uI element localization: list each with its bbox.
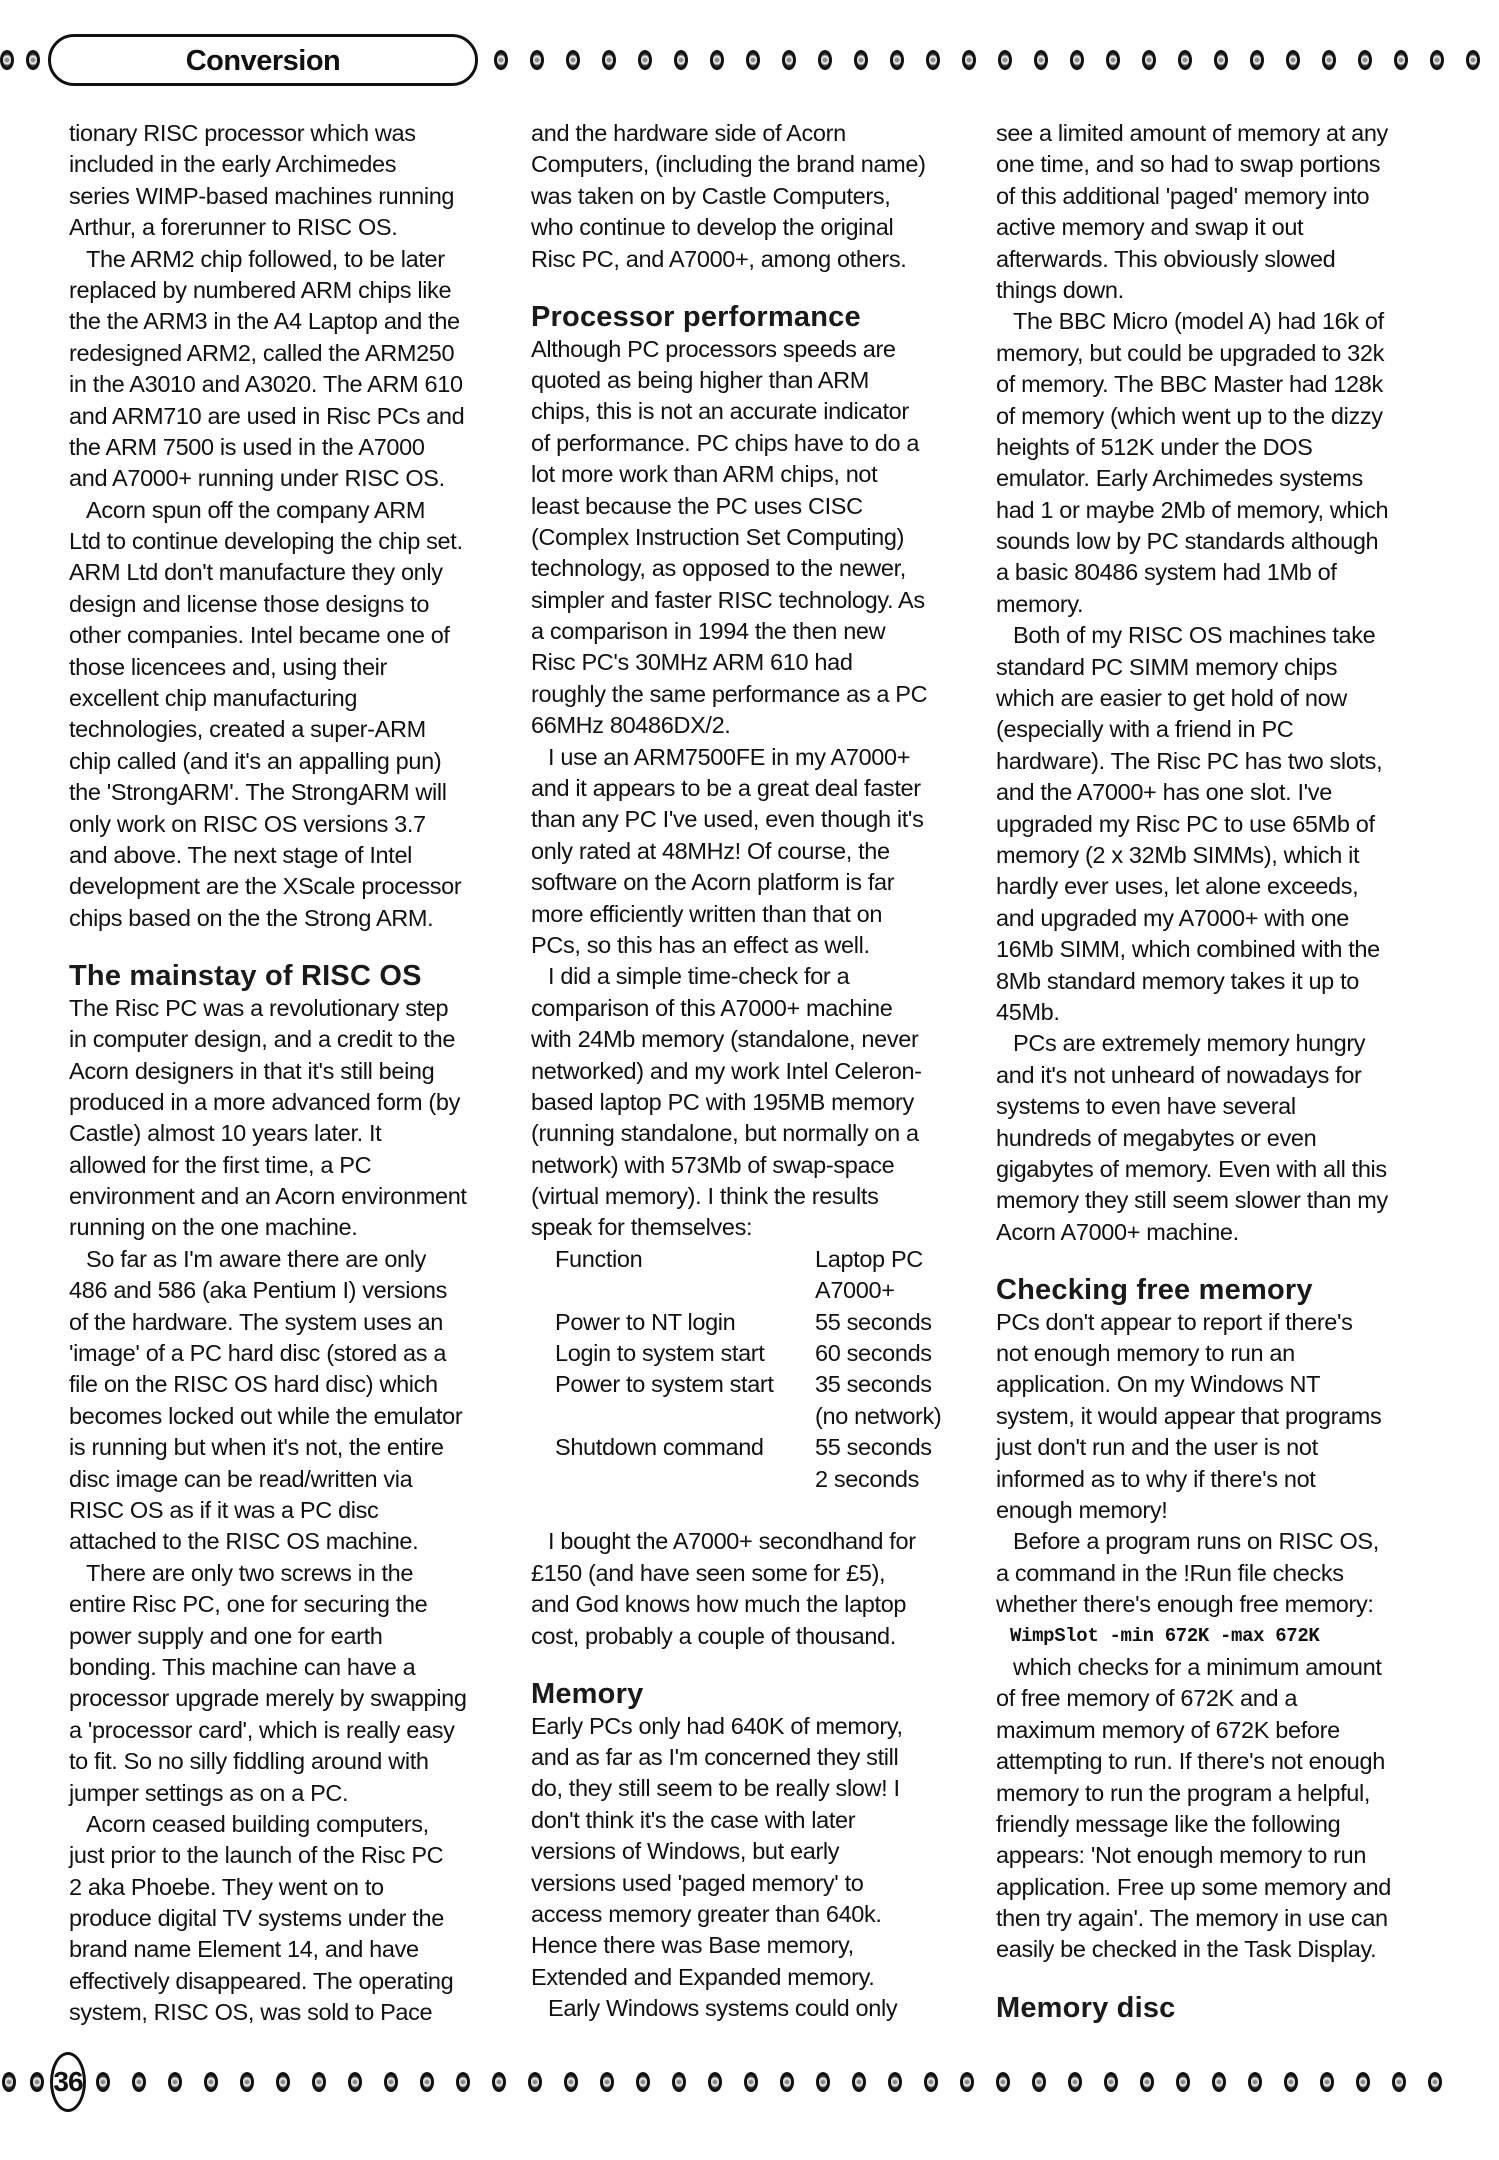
decorative-dot-icon [1392, 2072, 1406, 2092]
decorative-dot-icon [1430, 50, 1444, 70]
text-line: So far as I'm aware there are only [86, 1245, 427, 1272]
text-line: who continue to develop the original [531, 214, 894, 241]
text-line: and upgraded my A7000+ with one [996, 904, 1350, 931]
text-line: design and license those designs to [69, 590, 430, 617]
text-line: series WIMP-based machines running [69, 182, 455, 209]
text-line: don't think it's the case with later [531, 1806, 856, 1833]
paragraph [69, 1244, 509, 1558]
decorative-dot-icon [530, 50, 544, 70]
text-line: which are easier to get hold of now [996, 685, 1347, 712]
text-line: PCs are extremely memory hungry [1013, 1030, 1366, 1057]
table-cell-time: 55 seconds [815, 1434, 932, 1461]
header-dot-rule [494, 50, 1499, 70]
text-line: maximum memory of 672K before [996, 1716, 1340, 1743]
text-line: a comparison in 1994 the then new [531, 618, 886, 645]
text-line: network) with 573Mb of swap-space [531, 1151, 895, 1178]
decorative-dot-icon [1356, 2072, 1370, 2092]
decorative-dot-icon [168, 2072, 182, 2092]
text-line: attached to the RISC OS machine. [69, 1528, 419, 1555]
table-row [531, 1338, 971, 1369]
text-line: attempting to run. If there's not enough [996, 1748, 1385, 1775]
text-line: easily be checked in the Task Display. [996, 1936, 1377, 1963]
decorative-dot-icon [926, 50, 940, 70]
text-line: There are only two screws in the [86, 1559, 414, 1586]
text-line: replaced by numbered ARM chips like [69, 276, 452, 303]
text-line: Acorn A7000+ machine. [996, 1218, 1239, 1245]
text-line: of free memory of 672K and a [996, 1685, 1298, 1712]
text-line: included in the early Archimedes [69, 151, 397, 178]
decorative-dot-icon [780, 2072, 794, 2092]
text-line: Risc PC, and A7000+, among others. [531, 245, 907, 272]
text-line: systems to even have several [996, 1093, 1296, 1120]
section-heading: Processor performance [531, 300, 861, 333]
paragraph [996, 620, 1436, 1028]
table-cell-function: Login to system start [555, 1340, 765, 1367]
decorative-dot-icon [1428, 2072, 1442, 2092]
text-line: software on the Acorn platform is far [531, 869, 895, 896]
text-line: hardware). The Risc PC has two slots, [996, 747, 1383, 774]
decorative-dot-icon [1142, 50, 1156, 70]
text-line: Risc PC's 30MHz ARM 610 had [531, 649, 853, 676]
text-line: £150 (and have seen some for £5), [531, 1559, 886, 1586]
text-line: Acorn ceased building computers, [86, 1810, 429, 1837]
text-line: lot more work than ARM chips, not [531, 461, 878, 488]
text-line: (especially with a friend in PC [996, 716, 1294, 743]
paragraph [69, 118, 509, 244]
table-row [531, 1464, 971, 1495]
text-line: chips based on the the Strong ARM. [69, 904, 434, 931]
text-line: 8Mb standard memory takes it up to [996, 967, 1359, 994]
decorative-dot-icon [276, 2072, 290, 2092]
paragraph [996, 1652, 1436, 1966]
text-line: one time, and so had to swap portions [996, 151, 1381, 178]
paragraph [531, 1711, 971, 1994]
text-line: ARM Ltd don't manufacture they only [69, 559, 443, 586]
text-line: The Risc PC was a revolutionary step [69, 994, 449, 1021]
decorative-dot-icon [240, 2072, 254, 2092]
text-line: emulator. Early Archimedes systems [996, 465, 1363, 492]
code-line: WimpSlot -min 672K -max 672K [1010, 1624, 1320, 1647]
decorative-dot-icon [600, 2072, 614, 2092]
text-line: memory. [996, 590, 1084, 617]
text-line: application. On my Windows NT [996, 1371, 1321, 1398]
decorative-dot-icon [1248, 2072, 1262, 2092]
text-line: PCs don't appear to report if there's [996, 1308, 1353, 1335]
text-line: Castle) almost 10 years later. It [69, 1120, 382, 1147]
decorative-dot-icon [1176, 2072, 1190, 2092]
text-line: Early PCs only had 640K of memory, [531, 1712, 903, 1739]
text-line: Before a program runs on RISC OS, [1013, 1528, 1379, 1555]
text-line: a 'processor card', which is really easy [69, 1716, 455, 1743]
text-line: whether there's enough free memory: [996, 1591, 1374, 1618]
paragraph [996, 1526, 1436, 1620]
text-line: effectively disappeared. The operating [69, 1967, 454, 1994]
decorative-dot-icon [1070, 50, 1084, 70]
text-line: chips, this is not an accurate indicator [531, 398, 909, 425]
text-line: entire Risc PC, one for securing the [69, 1591, 428, 1618]
decorative-dot-icon [1286, 50, 1300, 70]
text-line: then try again'. The memory in use can [996, 1905, 1388, 1932]
table-cell-function: Power to system start [555, 1371, 774, 1398]
text-line: memory, but could be upgraded to 32k [996, 339, 1385, 366]
text-line: brand name Element 14, and have [69, 1936, 419, 1963]
decorative-dot-icon [1140, 2072, 1154, 2092]
decorative-dot-icon [818, 50, 832, 70]
decorative-dot-icon [1214, 50, 1228, 70]
decorative-dot-icon [492, 2072, 506, 2092]
text-line: see a limited amount of memory at any [996, 120, 1388, 146]
text-line: and it's not unheard of nowadays for [996, 1061, 1362, 1088]
text-line: had 1 or maybe 2Mb of memory, which [996, 496, 1389, 523]
table-row [531, 1369, 971, 1400]
text-line: roughly the same performance as a PC [531, 680, 928, 707]
text-line: Both of my RISC OS machines take [1013, 622, 1376, 649]
table-cell-function [531, 1401, 815, 1432]
text-line: jumper settings as on a PC. [69, 1779, 349, 1806]
decorative-dot-icon [888, 2072, 902, 2092]
text-line: appears: 'Not enough memory to run [996, 1842, 1367, 1869]
text-line: file on the RISC OS hard disc) which [69, 1371, 438, 1398]
text-line: just prior to the launch of the Risc PC [69, 1842, 444, 1869]
text-line: power supply and one for earth [69, 1622, 383, 1649]
paragraph [69, 1558, 509, 1809]
text-line: heights of 512K under the DOS [996, 433, 1313, 460]
text-line: redesigned ARM2, called the ARM250 [69, 339, 455, 366]
text-line: with 24Mb memory (standalone, never [531, 1026, 919, 1053]
decorative-dot-icon [0, 50, 14, 70]
decorative-dot-icon [744, 2072, 758, 2092]
decorative-dot-icon [384, 2072, 398, 2092]
text-line: friendly message like the following [996, 1810, 1341, 1837]
paragraph [996, 1307, 1436, 1527]
decorative-dot-icon [494, 50, 508, 70]
text-line: system, RISC OS, was sold to Pace [69, 1999, 433, 2026]
decorative-dot-icon [1106, 50, 1120, 70]
decorative-dot-icon [924, 2072, 938, 2092]
decorative-dot-icon [312, 2072, 326, 2092]
paragraph [531, 118, 971, 275]
text-line: of this additional 'paged' memory into [996, 182, 1370, 209]
text-line: system, it would appear that programs [996, 1402, 1382, 1429]
decorative-dot-icon [1068, 2072, 1082, 2092]
decorative-dot-icon [816, 2072, 830, 2092]
text-line: versions used 'paged memory' to [531, 1869, 864, 1896]
decorative-dot-icon [998, 50, 1012, 70]
section-title: Conversion [185, 45, 341, 77]
decorative-dot-icon [638, 50, 652, 70]
decorative-dot-icon [528, 2072, 542, 2092]
decorative-dot-icon [852, 2072, 866, 2092]
text-line: least because the PC uses CISC [531, 492, 863, 519]
text-line: Ltd to continue developing the chip set. [69, 528, 463, 555]
decorative-dot-icon [996, 2072, 1010, 2092]
decorative-dot-icon [960, 2072, 974, 2092]
section-header [48, 34, 478, 86]
decorative-dot-icon [348, 2072, 362, 2092]
text-line: to fit. So no silly fiddling around with [69, 1748, 429, 1775]
paragraph [69, 1809, 509, 2029]
text-line: standard PC SIMM memory chips [996, 653, 1338, 680]
decorative-dot-icon [26, 50, 40, 70]
text-line: development are the XScale processor [69, 873, 462, 900]
decorative-dot-icon [30, 2072, 44, 2092]
text-line: memory they still seem slower than my [996, 1187, 1388, 1214]
table-row [531, 1307, 971, 1338]
decorative-dot-icon [782, 50, 796, 70]
text-line: memory (2 x 32Mb SIMMs), which it [996, 841, 1360, 868]
text-line: upgraded my Risc PC to use 65Mb of [996, 810, 1375, 837]
text-line: 486 and 586 (aka Pentium I) versions [69, 1277, 447, 1304]
text-line: a command in the !Run file checks [996, 1559, 1344, 1586]
text-line: comparison of this A7000+ machine [531, 994, 893, 1021]
table-row [531, 1244, 971, 1275]
text-line: Hence there was Base memory, [531, 1932, 854, 1959]
table-cell-function [531, 1464, 815, 1495]
text-line: of memory (which went up to the dizzy [996, 402, 1383, 429]
text-line: only rated at 48MHz! Of course, the [531, 837, 890, 864]
table-row [531, 1275, 971, 1306]
table-cell-time: 60 seconds [815, 1340, 932, 1367]
decorative-dot-icon [132, 2072, 146, 2092]
decorative-dot-icon [1178, 50, 1192, 70]
decorative-dot-icon [420, 2072, 434, 2092]
section-heading: Checking free memory [996, 1274, 1313, 1307]
text-line: Extended and Expanded memory. [531, 1963, 875, 1990]
text-line: The ARM2 chip followed, to be later [86, 245, 445, 272]
text-line: 45Mb. [996, 998, 1060, 1025]
paragraph [531, 334, 971, 742]
text-line: Arthur, a forerunner to RISC OS. [69, 214, 398, 241]
text-line: 16Mb SIMM, which combined with the [996, 936, 1380, 963]
text-line: afterwards. This obviously slowed [996, 245, 1336, 272]
text-line: quoted as being higher than ARM [531, 366, 869, 393]
paragraph [69, 495, 509, 934]
text-line: I did a simple time-check for a [548, 963, 850, 990]
decorative-dot-icon [1212, 2072, 1226, 2092]
text-line: chip called (and it's an appalling pun) [69, 747, 442, 774]
decorative-dot-icon [456, 2072, 470, 2092]
section-heading: The mainstay of RISC OS [69, 960, 422, 993]
text-line: in computer design, and a credit to the [69, 1026, 456, 1053]
text-line: not enough memory to run an [996, 1340, 1295, 1367]
decorative-dot-icon [890, 50, 904, 70]
decorative-dot-icon [1322, 50, 1336, 70]
blank-line [531, 1495, 971, 1526]
text-line: Computers, (including the brand name) [531, 151, 926, 178]
text-line: do, they still seem to be really slow! I [531, 1775, 900, 1802]
decorative-dot-icon [1104, 2072, 1118, 2092]
article-column-1 [69, 118, 509, 2029]
decorative-dot-icon [1358, 50, 1372, 70]
text-line: speak for themselves: [531, 1214, 753, 1241]
text-line: versions of Windows, but early [531, 1838, 840, 1865]
text-line: bonding. This machine can have a [69, 1653, 416, 1680]
decorative-dot-icon [708, 2072, 722, 2092]
text-line: is running but when it's not, the entire [69, 1434, 444, 1461]
text-line: Acorn designers in that it's still being [69, 1057, 435, 1084]
paragraph [69, 993, 509, 1244]
table-cell-function: Power to NT login [555, 1308, 736, 1335]
text-line: 'image' of a PC hard disc (stored as a [69, 1340, 447, 1367]
text-line: which checks for a minimum amount [1013, 1653, 1382, 1680]
text-line: 66MHz 80486DX/2. [531, 712, 731, 739]
decorative-dot-icon [1466, 50, 1480, 70]
decorative-dot-icon [1320, 2072, 1334, 2092]
text-line: networked) and my work Intel Celeron- [531, 1057, 922, 1084]
text-line: gigabytes of memory. Even with all this [996, 1155, 1387, 1182]
table-cell-time: Laptop PC [815, 1245, 923, 1272]
text-line: and it appears to be a great deal faster [531, 775, 921, 802]
table-cell-time: 55 seconds [815, 1308, 932, 1335]
text-line: excellent chip manufacturing [69, 685, 358, 712]
text-line: technologies, created a super-ARM [69, 716, 426, 743]
text-line: sounds low by PC standards although [996, 528, 1379, 555]
text-line: allowed for the first time, a PC [69, 1151, 372, 1178]
text-line: a basic 80486 system had 1Mb of [996, 559, 1337, 586]
text-line: just don't run and the user is not [996, 1434, 1318, 1461]
table-cell-time: A7000+ [815, 1277, 895, 1304]
text-line: more efficiently written than that on [531, 900, 883, 927]
text-line: based laptop PC with 195MB memory [531, 1088, 914, 1115]
text-line: (virtual memory). I think the results [531, 1183, 879, 1210]
decorative-dot-icon [602, 50, 616, 70]
text-line: active memory and swap it out [996, 214, 1304, 241]
text-line: and ARM710 are used in Risc PCs and [69, 402, 465, 429]
text-line: than any PC I've used, even though it's [531, 806, 924, 833]
text-line: of memory. The BBC Master had 128k [996, 371, 1383, 398]
decorative-dot-icon [672, 2072, 686, 2092]
decorative-dot-icon [1284, 2072, 1298, 2092]
table-row [531, 1432, 971, 1463]
text-line: hardly ever uses, let alone exceeds, [996, 873, 1359, 900]
decorative-dot-icon [566, 50, 580, 70]
table-cell-function: Shutdown command [555, 1434, 764, 1461]
section-heading: Memory disc [996, 1991, 1176, 2024]
text-line: becomes locked out while the emulator [69, 1402, 463, 1429]
timing-table [531, 1244, 971, 1495]
text-line: only work on RISC OS versions 3.7 [69, 810, 426, 837]
table-cell-function [531, 1275, 815, 1306]
text-line: was taken on by Castle Computers, [531, 182, 891, 209]
text-line: (running standalone, but normally on a [531, 1120, 919, 1147]
text-line: I use an ARM7500FE in my A7000+ [548, 743, 911, 770]
paragraph [996, 306, 1436, 620]
paragraph [69, 244, 509, 495]
text-line: environment and an Acorn environment [69, 1183, 467, 1210]
decorative-dot-icon [2, 2072, 16, 2092]
paragraph [531, 742, 971, 962]
footer-dot-rule [2, 2052, 1464, 2112]
page-number: 36 [50, 2052, 86, 2112]
text-line: of the hardware. The system uses an [69, 1308, 443, 1335]
text-line: (Complex Instruction Set Computing) [531, 523, 905, 550]
paragraph [531, 1993, 971, 2024]
text-line: produced in a more advanced form (by [69, 1088, 461, 1115]
article-column-2 [531, 118, 971, 2024]
decorative-dot-icon [1034, 50, 1048, 70]
text-line: and A7000+ running under RISC OS. [69, 465, 445, 492]
table-cell-time: 2 seconds [815, 1465, 919, 1492]
text-line: simpler and faster RISC technology. As [531, 586, 925, 613]
paragraph [531, 1526, 971, 1652]
decorative-dot-icon [1394, 50, 1408, 70]
text-line: running on the one machine. [69, 1214, 358, 1241]
text-line: disc image can be read/written via [69, 1465, 413, 1492]
text-line: produce digital TV systems under the [69, 1905, 444, 1932]
text-line: other companies. Intel became one of [69, 622, 450, 649]
table-row [531, 1401, 971, 1432]
decorative-dot-icon [962, 50, 976, 70]
paragraph [996, 1028, 1436, 1248]
text-line: technology, as opposed to the newer, [531, 555, 906, 582]
section-heading: Memory [531, 1677, 644, 1710]
decorative-dot-icon [854, 50, 868, 70]
text-line: application. Free up some memory and [996, 1873, 1391, 1900]
table-cell-function: Function [555, 1245, 643, 1272]
table-cell-time: (no network) [815, 1402, 942, 1429]
decorative-dot-icon [96, 2072, 110, 2092]
text-line: in the A3010 and A3020. The ARM 610 [69, 371, 463, 398]
article-column-3 [996, 118, 1436, 2024]
text-line: processor upgrade merely by swapping [69, 1685, 467, 1712]
text-line: 2 aka Phoebe. They went on to [69, 1873, 384, 1900]
text-line: PCs, so this has an effect as well. [531, 931, 870, 958]
text-line: and the hardware side of Acorn [531, 120, 846, 146]
decorative-dot-icon [636, 2072, 650, 2092]
text-line: tionary RISC processor which was [69, 120, 416, 146]
text-line: memory to run the program a helpful, [996, 1779, 1371, 1806]
text-line: and the A7000+ has one slot. I've [996, 779, 1332, 806]
text-line: hundreds of megabytes or even [996, 1124, 1317, 1151]
decorative-dot-icon [564, 2072, 578, 2092]
text-line: of performance. PC chips have to do a [531, 429, 920, 456]
text-line: Acorn spun off the company ARM [86, 496, 426, 523]
text-line: those licencees and, using their [69, 653, 388, 680]
text-line: informed as to why if there's not [996, 1465, 1316, 1492]
decorative-dot-icon [746, 50, 760, 70]
text-line: and above. The next stage of Intel [69, 841, 413, 868]
text-line: the 'StrongARM'. The StrongARM will [69, 779, 447, 806]
table-cell-time: 35 seconds [815, 1371, 932, 1398]
text-line: and as far as I'm concerned they still [531, 1743, 899, 1770]
text-line: enough memory! [996, 1497, 1168, 1523]
text-line: and God knows how much the laptop [531, 1591, 907, 1618]
text-line: the the ARM3 in the A4 Laptop and the [69, 308, 460, 335]
paragraph [996, 118, 1436, 306]
decorative-dot-icon [1032, 2072, 1046, 2092]
paragraph [531, 961, 971, 1244]
text-line: Although PC processors speeds are [531, 335, 896, 362]
decorative-dot-icon [204, 2072, 218, 2092]
text-line: cost, probably a couple of thousand. [531, 1622, 896, 1649]
text-line: RISC OS as if it was a PC disc [69, 1497, 379, 1523]
text-line: The BBC Micro (model A) had 16k of [1013, 308, 1384, 335]
decorative-dot-icon [674, 50, 688, 70]
text-line: things down. [996, 276, 1124, 303]
text-line: I bought the A7000+ secondhand for [548, 1528, 916, 1555]
decorative-dot-icon [1250, 50, 1264, 70]
text-line: the ARM 7500 is used in the A7000 [69, 433, 425, 460]
text-line: access memory greater than 640k. [531, 1900, 882, 1927]
decorative-dot-icon [710, 50, 724, 70]
text-line: Early Windows systems could only [548, 1995, 898, 2022]
